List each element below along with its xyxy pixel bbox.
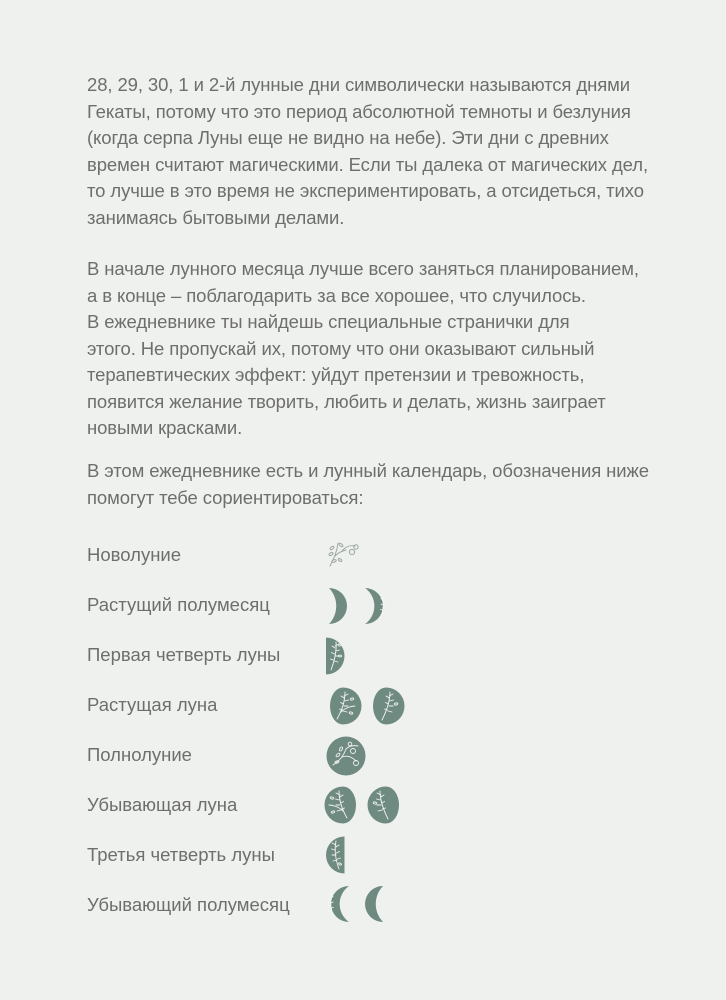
legend-label-waning-gibbous: Убывающая луна [87, 794, 238, 815]
text-line: то лучше в это время не экспериментировать, а отсидеться, тихо [87, 180, 644, 201]
full-moon-icon [325, 735, 367, 777]
text-line: терапевтических эффект: уйдут претензии и тревожность, [87, 364, 585, 385]
text-line: занимаясь бытовыми делами. [87, 206, 345, 228]
text-line: 28, 29, 30, 1 и 2-й лунные дни символически называются днями [87, 74, 630, 95]
waning-crescent-icon [321, 884, 353, 924]
paragraph-calendar-intro [87, 458, 677, 511]
text-line: (когда серпа Луны еще не видно на небе). Эти дни с древних [87, 127, 609, 148]
paragraph-hecate-days [87, 72, 677, 231]
legend-label-third-quarter: Третья четверть луны [87, 844, 275, 865]
text-line: новыми красками. [87, 417, 243, 438]
text-line: В начале лунного месяца лучше всего заняться планированием, [87, 258, 639, 279]
text-line: Гекаты, потому что это период абсолютной темноты и безлуния [87, 100, 631, 122]
text-line: помогут тебе сориентироваться: [87, 486, 364, 508]
paragraph-planning [87, 256, 677, 442]
text-line: а в конце – поблагодарить за все хорошее, что случилось. [87, 284, 586, 306]
waning-gibbous-icon [323, 785, 363, 825]
legend-label-first-quarter: Первая четверть луны [87, 644, 281, 665]
text-line: В этом ежедневнике есть и лунный календарь, обозначения ниже [87, 460, 649, 481]
legend-label-waning-crescent: Убывающий полумесяц [87, 894, 290, 915]
legend-label-new-moon: Новолуние [87, 544, 182, 565]
third-quarter-icon [325, 835, 353, 875]
legend-label-waxing-gibbous: Растущая луна [87, 694, 218, 715]
thin-waning-crescent-icon [364, 884, 388, 924]
text-line: В ежедневнике ты найдешь специальные странички для [87, 311, 570, 332]
waxing-gibbous-icon [366, 686, 406, 726]
text-line: появится желание творить, любить и делать, жизнь заиграет [87, 390, 606, 412]
new-moon-sprig-icon [322, 538, 362, 570]
text-line: времен считают магическими. Если ты далека от магических дел, [87, 153, 648, 175]
waxing-gibbous-icon [323, 686, 363, 726]
thin-waxing-crescent-icon [324, 586, 348, 626]
first-quarter-icon [325, 636, 353, 676]
legend-label-full-moon: Полнолуние [87, 744, 192, 765]
waxing-crescent-icon [361, 586, 393, 626]
legend-label-waxing-crescent: Растущий полумесяц [87, 594, 270, 615]
text-line: этого. Не пропускай их, потому что они оказывают сильный [87, 337, 595, 359]
waning-gibbous-icon [366, 785, 406, 825]
